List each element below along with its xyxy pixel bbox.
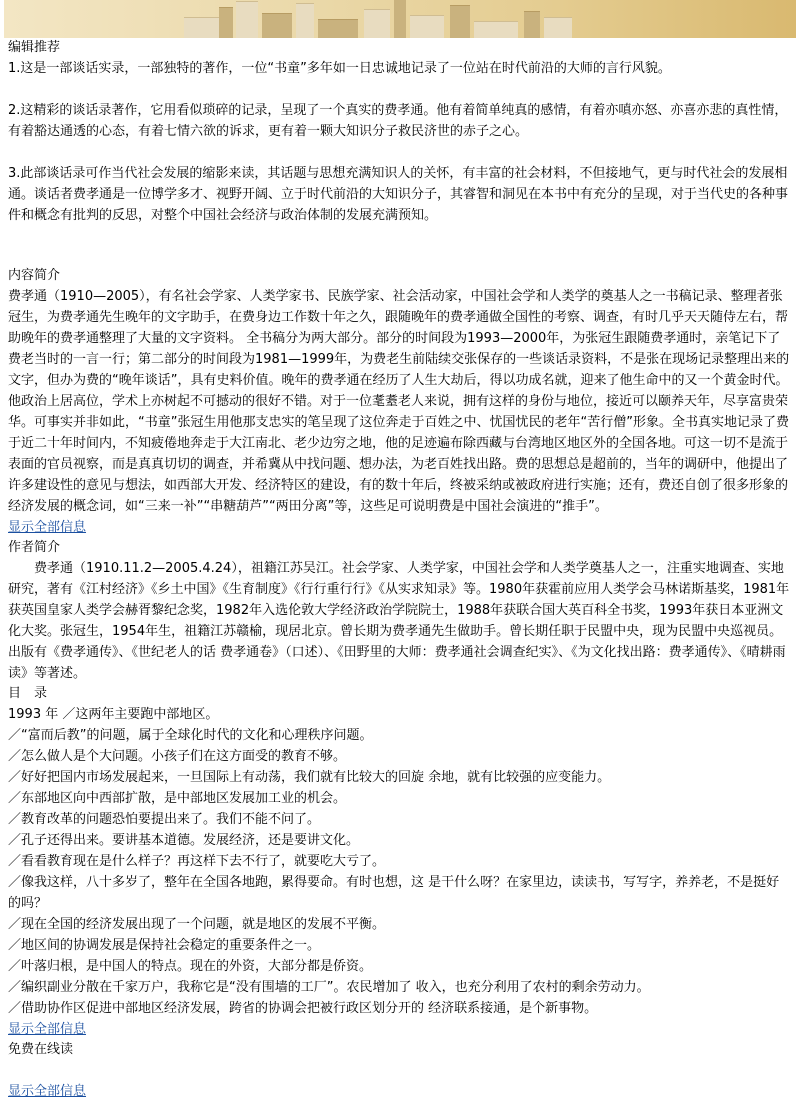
book-detail-content	[0, 38, 792, 1102]
free-read-title: 免费在线读	[8, 1042, 74, 1057]
summary-show-all-link[interactable]: 显示全部信息	[8, 520, 87, 535]
toc-title-char-1: 目	[8, 686, 22, 701]
toc-line: ／现在全国的经济发展出现了一个问题，就是地区的发展不平衡。	[8, 917, 386, 932]
toc-line: ／教育改革的问题恐怕要提出来了。我们不能不问了。	[8, 812, 321, 827]
toc-line: ／像我这样，八十多岁了，整年在全国各地跑，累得要命。有时也想，这 是干什么呀？在家里边，读读书，写写字，养养老，不是挺好的吗？	[8, 875, 780, 911]
author-section	[8, 538, 792, 684]
toc-line: ／叶落归根，是中国人的特点。现在的外资，大部分都是侨资。	[8, 959, 373, 974]
editor-recommendation-title: 编辑推荐	[8, 40, 61, 55]
author-body: 费孝通（1910.11.2—2005.4.24），祖籍江苏吴江。社会学家、人类学家，中国社会学和人类学奠基人之一，注重实地调查、实地研究，著有《江村经济》《乡土中国》《生育制度》《行行重行行》《从实求知录》等。1980年获霍前应用人类学会马林诺斯基奖，1981年获英国皇家人类学会赫胥黎纪念奖，1982年入选伦敦大学经济政治学院院士，1988年获联合国大英百科全书奖，1993年获日本亚洲文化大奖。张冠生，1954年生，祖籍江苏赣榆，现居北京。曾长期为费孝通先生做助手。曾长期任职于民盟中央，现为民盟中央巡视员。出版有《费孝通传》、《世纪老人的话 费孝通卷》（口述）、《田野里的大师：费孝通社会调查纪实》、《为文化找出路：费孝通传》、《晴耕雨读》等著述。	[8, 561, 790, 681]
toc-line: ／东部地区向中西部扩散，是中部地区发展加工业的机会。	[8, 791, 347, 806]
free-read-show-all-link[interactable]: 显示全部信息	[8, 1084, 87, 1099]
editor-item-2: 2.这精彩的谈话录著作，它用看似琐碎的记录，呈现了一个真实的费孝通。他有着简单纯真的感情，有着亦嗔亦怒、亦喜亦悲的真性情，有着豁达通透的心态，有着七情六欲的诉求，更有着一颗大知识分子救民济世的赤子之心。	[8, 103, 788, 139]
header-banner-image	[4, 0, 796, 38]
toc-title-char-2: 录	[34, 686, 48, 701]
toc-line: ／孔子还得出来。要讲基本道德。发展经济，还是要讲文化。	[8, 833, 360, 848]
toc-show-all-link[interactable]: 显示全部信息	[8, 1022, 87, 1037]
summary-body: 费孝通（1910—2005），有名社会学家、人类学家书、民族学家、社会活动家，中国社会学和人类学的奠基人之一书稿记录、整理者张冠生，为费孝通先生晚年的文字助手，在费身边工作数十年之久，跟随晚年的费孝通做全国性的考察、调查，有时几乎天天随侍左右，帮助晚年的费孝通整理了大量的文字资料。 全书稿分为两大部分。部分的时间段为1993—2000年，为张冠生跟随费孝通时，亲笔记下了费老当时的一言一行；第二部分的时间段为1981—1999年，为费老生前陆续交张保存的一些谈话录资料，不是张在现场记录整理出来的文字，但办为费的“晚年谈话”，具有史料价值。晚年的费孝通在经历了人生大劫后，得以功成名就，迎来了他生命中的又一个黄金时代。他政治上居高位，学术上亦树起不可撼动的很好不错。对于一位耄耋老人来说，拥有这样的身份与地位，接近可以颐养天年，尽享富贵荣华。可事实并非如此，“书童”张冠生用他那支忠实的笔呈现了这位奔走于百姓之中、忧国忧民的老年“苦行僧”形象。全书真实地记录了费于近二十年时间内，不知疲倦地奔走于大江南北、老少边穷之地，他的足迹遍布除西藏与台湾地区地区外的全国各地。可这一切不是流于表面的官员视察，而是真真切切的调查，并希冀从中找问题、想办法，为老百姓找出路。费的思想总是超前的，当年的调研中，他提出了许多建设性的意见与想法，如西部大开发、经济特区的建设，有的数十年后，终被采纳或被政府进行实施；还有，费还自创了很多形象的经济发展的概念词，如“三来一补”“串糖葫芦”“两田分离”等，这些足可说明费是中国社会演进的“推手”。	[8, 289, 790, 514]
toc-line: ／借助协作区促进中部地区经济发展，跨省的协调会把被行政区划分开的 经济联系接通，是个新事物。	[8, 1001, 598, 1016]
editor-item-1: 1.这是一部谈话实录，一部独特的著作，一位“书童”多年如一日忠诚地记录了一位站在时代前沿的大师的言行风貌。	[8, 61, 671, 76]
toc-line: ／怎么做人是个大问题。小孩子们在这方面受的教育不够。	[8, 749, 347, 764]
free-read-section	[8, 1040, 792, 1102]
toc-line: ／地区间的协调发展是保持社会稳定的重要条件之一。	[8, 938, 321, 953]
toc-line: ／好好把国内市场发展起来，一旦国际上有动荡，我们就有比较大的回旋 余地，就有比较强的应变能力。	[8, 770, 611, 785]
toc-line: ／“富而后教”的问题，属于全球化时代的文化和心理秩序问题。	[8, 728, 373, 743]
toc-line: ／编织副业分散在千家万户，我称它是“没有围墙的工厂”。农民增加了 收入，也充分利用了农村的剩余劳动力。	[8, 980, 650, 995]
toc-line: ／看看教育现在是什么样子？再这样下去不行了，就要吃大亏了。	[8, 854, 386, 869]
editor-item-3: 3.此部谈话录可作当代社会发展的缩影来读，其话题与思想充满知识人的关怀，有丰富的社会材料，不但接地气，更与时代社会的发展相通。谈话者费孝通是一位博学多才、视野开阔、立于时代前沿的大知识分子，其睿智和洞见在本书中有充分的呈现，对于当代史的各种事件和概念有批判的反思，对整个中国社会经济与政治体制的发展充满预知。	[8, 166, 789, 223]
toc-section	[8, 684, 792, 1040]
summary-title: 内容简介	[8, 268, 61, 283]
editor-recommendation-section	[8, 38, 792, 226]
summary-section	[8, 266, 792, 538]
toc-title	[8, 684, 792, 704]
toc-line: 1993 年 ／这两年主要跑中部地区。	[8, 707, 219, 722]
author-title: 作者简介	[8, 540, 61, 555]
